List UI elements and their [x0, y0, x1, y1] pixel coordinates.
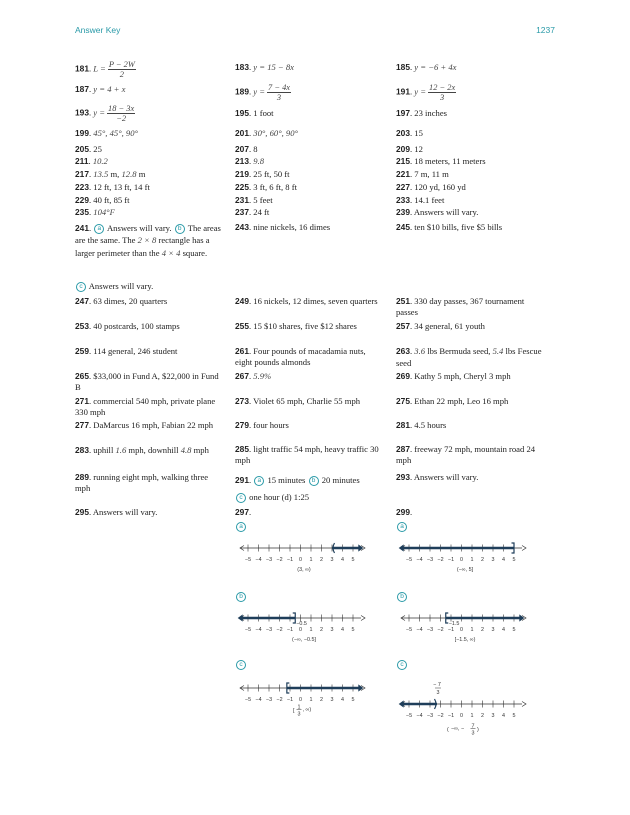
answer-215: 215. 18 meters, 11 meters [396, 156, 486, 166]
answer-247: 247. 63 dimes, 20 quarters [75, 296, 168, 306]
tick-label: −3 [426, 713, 434, 719]
tick-label: −1 [286, 557, 294, 563]
answer-265: 265. $33,000 in Fund A, $22,000 in Fund B [75, 371, 219, 392]
answer-207: 207. 8 [235, 144, 258, 154]
answer-257: 257. 34 general, 61 youth [396, 321, 485, 331]
interval-paren-close: ) [477, 727, 479, 733]
answer-245: 245. ten $10 bills, five $5 bills [396, 222, 503, 232]
answer-209: 209. 12 [396, 144, 423, 154]
axis-arrow-right [522, 546, 526, 551]
tick-label: 0 [460, 627, 463, 633]
answer-251: 251. 330 day passes, 367 tournament passes [396, 296, 525, 317]
tick-label: −2 [276, 627, 283, 633]
interval-frac-num: 1 [297, 704, 301, 711]
ray-arrow-right [358, 544, 363, 551]
number-line-297c [238, 678, 368, 726]
answer-189: 189. y = $\frac{7 - 4x}{3}$ [235, 83, 290, 102]
interval-tail: , ∞) [302, 707, 312, 713]
interval-notation: (3, ∞) [297, 567, 311, 573]
tick-label: 2 [320, 697, 323, 703]
tick-label: −5 [244, 557, 252, 563]
tick-label: −1 [447, 627, 455, 633]
answer-273: 273. Violet 65 mph, Charlie 55 mph [235, 396, 361, 406]
tick-label: 3 [491, 713, 495, 719]
answer-263: 263. 3.6 lbs Bermuda seed, 5.4 lbs Fescue seed [396, 346, 542, 368]
answer-269: 269. Kathy 5 mph, Cheryl 3 mph [396, 371, 511, 381]
answer-225: 225. 3 ft, 6 ft, 8 ft [235, 182, 297, 192]
answer-291: 291. a 15 minutes b 20 minutes [235, 475, 360, 485]
interval-frac-den: 3 [471, 730, 475, 737]
tick-label: −3 [426, 557, 434, 563]
answer-227: 227. 120 yd, 160 yd [396, 182, 466, 192]
tick-label: 3 [491, 557, 495, 563]
tick-label: 5 [512, 713, 516, 719]
tick-label: −4 [416, 713, 423, 719]
tick-label: 2 [481, 557, 484, 563]
answer-229: 229. 40 ft, 85 ft [75, 195, 130, 205]
tick-label: −1 [447, 713, 455, 719]
answer-239: 239. Answers will vary. [396, 207, 479, 217]
answer-271: 271. commercial 540 mph, private plane 330 mph [75, 396, 216, 417]
tick-label: −2 [276, 697, 283, 703]
number-line-299a [399, 538, 529, 580]
tick-label: −5 [244, 627, 252, 633]
tick-label: −4 [255, 627, 262, 633]
answer-191: 191. y = $\frac{12 - 2x}{3}$ [396, 83, 456, 102]
answer-237: 237. 24 ft [235, 207, 270, 217]
answer-233: 233. 14.1 feet [396, 195, 445, 205]
answer-243: 243. nine nickels, 16 dimes [235, 222, 331, 232]
answer-181: 181. L = $\frac{P - 2W}{2}$ [75, 60, 135, 79]
tick-label: 3 [491, 627, 495, 633]
answer-213: 213. 9.8 [235, 156, 265, 166]
tick-label: 4 [502, 713, 505, 719]
nl-299-part-a-marker: a [397, 522, 407, 532]
answer-183: 183. y = 15 − 8x [235, 62, 294, 72]
answer-235: 235. 104°F [75, 207, 115, 217]
tick-label: 1 [309, 627, 313, 633]
tick-label: 1 [309, 697, 313, 703]
answer-297: 297. [235, 507, 252, 517]
tick-label: −2 [437, 557, 444, 563]
tick-label: 5 [512, 557, 516, 563]
interval-bracket: [ [293, 708, 295, 714]
interval-notation: (−∞, −0.5] [292, 637, 316, 643]
tick-label: 5 [351, 627, 355, 633]
answer-221: 221. 7 m, 11 m [396, 169, 449, 179]
ray-arrow-right [358, 684, 363, 691]
tick-label: 4 [341, 557, 344, 563]
tick-label: −5 [405, 713, 413, 719]
answer-241: 241. a Answers will vary. b The areas are the same. The 2 × 8 rectangle has a larger perimeter than the 4 × 4 square. [75, 223, 221, 258]
interval-head: −∞, − [451, 726, 465, 732]
number-line-297b [238, 608, 368, 650]
interval-frac-num: 7 [471, 723, 475, 730]
tick-label: 2 [320, 557, 323, 563]
tick-label: 1 [470, 627, 474, 633]
part-a-marker: a [94, 224, 104, 234]
tick-label: 0 [299, 557, 302, 563]
ray-arrow-left [399, 544, 404, 551]
answer-281: 281. 4.5 hours [396, 420, 447, 430]
tick-label: −4 [416, 557, 423, 563]
answer-255: 255. 15 $10 shares, five $12 shares [235, 321, 357, 331]
tick-label: 4 [502, 557, 505, 563]
nl-297-part-a-marker: a [236, 522, 246, 532]
part-c-marker: c [236, 493, 246, 503]
tick-label: −2 [437, 713, 444, 719]
tick-label: 3 [330, 697, 334, 703]
tick-label: 4 [502, 627, 505, 633]
endpoint-label: −0.5 [296, 621, 307, 627]
tick-label: −2 [276, 557, 283, 563]
running-header-title: Answer Key [75, 25, 121, 35]
page-number: 1237 [536, 25, 555, 35]
number-line-299b [399, 608, 529, 650]
answer-277: 277. DaMarcus 16 mph, Fabian 22 mph [75, 420, 214, 430]
answer-219: 219. 25 ft, 50 ft [235, 169, 290, 179]
tick-label: 4 [341, 697, 344, 703]
axis-arrow-right [522, 702, 526, 707]
nl-297-part-b-marker: b [236, 592, 246, 602]
answer-201: 201. 30°, 60°, 90° [235, 128, 298, 138]
axis-arrow-right [361, 616, 365, 621]
answer-185: 185. y = −6 + 4x [396, 62, 457, 72]
tick-label: 0 [299, 627, 302, 633]
ray-arrow-left [238, 614, 243, 621]
nl-297-part-c-marker: c [236, 660, 246, 670]
tick-label: 5 [351, 697, 355, 703]
part-a-marker: a [254, 476, 264, 486]
answer-293: 293. Answers will vary. [396, 472, 479, 482]
answer-285: 285. light traffic 54 mph, heavy traffic 30 mph [235, 444, 379, 465]
part-c-marker: c [76, 282, 86, 292]
tick-label: 1 [470, 557, 474, 563]
answer-211: 211. 10.2 [75, 156, 108, 166]
answer-231: 231. 5 feet [235, 195, 273, 205]
tick-label: −5 [244, 697, 252, 703]
top-frac-num: − 7 [433, 682, 441, 688]
answer-279: 279. four hours [235, 420, 289, 430]
tick-label: 2 [320, 627, 323, 633]
tick-label: −2 [437, 627, 444, 633]
part-b-marker: b [309, 476, 319, 486]
tick-label: 0 [299, 697, 302, 703]
tick-label: 5 [351, 557, 355, 563]
answer-203: 203. 15 [396, 128, 423, 138]
answer-187: 187. y = 4 + x [75, 84, 126, 94]
tick-label: −3 [426, 627, 434, 633]
answer-193: 193. y = $\frac{18 - 3x}{-2}$ [75, 104, 135, 123]
tick-label: 5 [512, 627, 516, 633]
answer-295: 295. Answers will vary. [75, 507, 158, 517]
tick-label: −4 [416, 627, 423, 633]
answer-289: 289. running eight mph, walking three mph [75, 472, 209, 493]
answer-199: 199. 45°, 45°, 90° [75, 128, 138, 138]
tick-label: −3 [265, 697, 273, 703]
tick-label: 1 [470, 713, 474, 719]
tick-label: −3 [265, 557, 273, 563]
tick-label: −5 [405, 627, 413, 633]
tick-label: −3 [265, 627, 273, 633]
answer-291-part-c: c one hour (d) 1:25 [235, 492, 309, 503]
tick-label: −1 [286, 697, 294, 703]
answer-205: 205. 25 [75, 144, 102, 154]
answer-261: 261. Four pounds of macadamia nuts, eight pounds almonds [235, 346, 366, 367]
tick-label: 4 [341, 627, 344, 633]
tick-label: 1 [309, 557, 313, 563]
tick-label: −5 [405, 557, 413, 563]
answer-241-part-c: c Answers will vary. [75, 281, 153, 292]
tick-label: 3 [330, 627, 334, 633]
interval-notation: (−∞, 5] [456, 567, 474, 573]
answer-217: 217. 13.5 m, 12.8 m [75, 169, 146, 179]
answer-223: 223. 12 ft, 13 ft, 14 ft [75, 182, 150, 192]
answer-249: 249. 16 nickels, 12 dimes, seven quarters [235, 296, 378, 306]
tick-label: −1 [447, 557, 455, 563]
interval-frac-den: 3 [297, 711, 301, 718]
answer-283: 283. uphill 1.6 mph, downhill 4.8 mph [75, 445, 209, 455]
answer-259: 259. 114 general, 246 student [75, 346, 178, 356]
tick-label: 2 [481, 713, 484, 719]
nl-299-part-c-marker: c [397, 660, 407, 670]
tick-label: 3 [330, 557, 334, 563]
tick-label: −4 [255, 697, 262, 703]
tick-label: 0 [460, 557, 463, 563]
ray-arrow-right [519, 614, 524, 621]
tick-label: 0 [460, 713, 463, 719]
answer-275: 275. Ethan 22 mph, Leo 16 mph [396, 396, 509, 406]
tick-label: 2 [481, 627, 484, 633]
answer-197: 197. 23 inches [396, 108, 447, 118]
top-frac-den: 3 [436, 690, 440, 696]
interval-notation: [−1.5, ∞) [454, 637, 476, 643]
nl-299-part-b-marker: b [397, 592, 407, 602]
part-b-marker: b [175, 224, 185, 234]
answer-287: 287. freeway 72 mph, mountain road 24 mph [396, 444, 536, 465]
endpoint-label: −1.5 [448, 621, 460, 627]
ray-arrow-left [399, 700, 404, 707]
number-line-297a [238, 538, 368, 580]
answer-299: 299. [396, 507, 413, 517]
interval-paren-open: ( [447, 727, 449, 733]
answer-253: 253. 40 postcards, 100 stamps [75, 321, 180, 331]
answer-267: 267. 5.9% [235, 371, 272, 381]
tick-label: −4 [255, 557, 262, 563]
answer-195: 195. 1 foot [235, 108, 274, 118]
number-line-299c [399, 680, 529, 742]
tick-label: −1 [286, 627, 294, 633]
